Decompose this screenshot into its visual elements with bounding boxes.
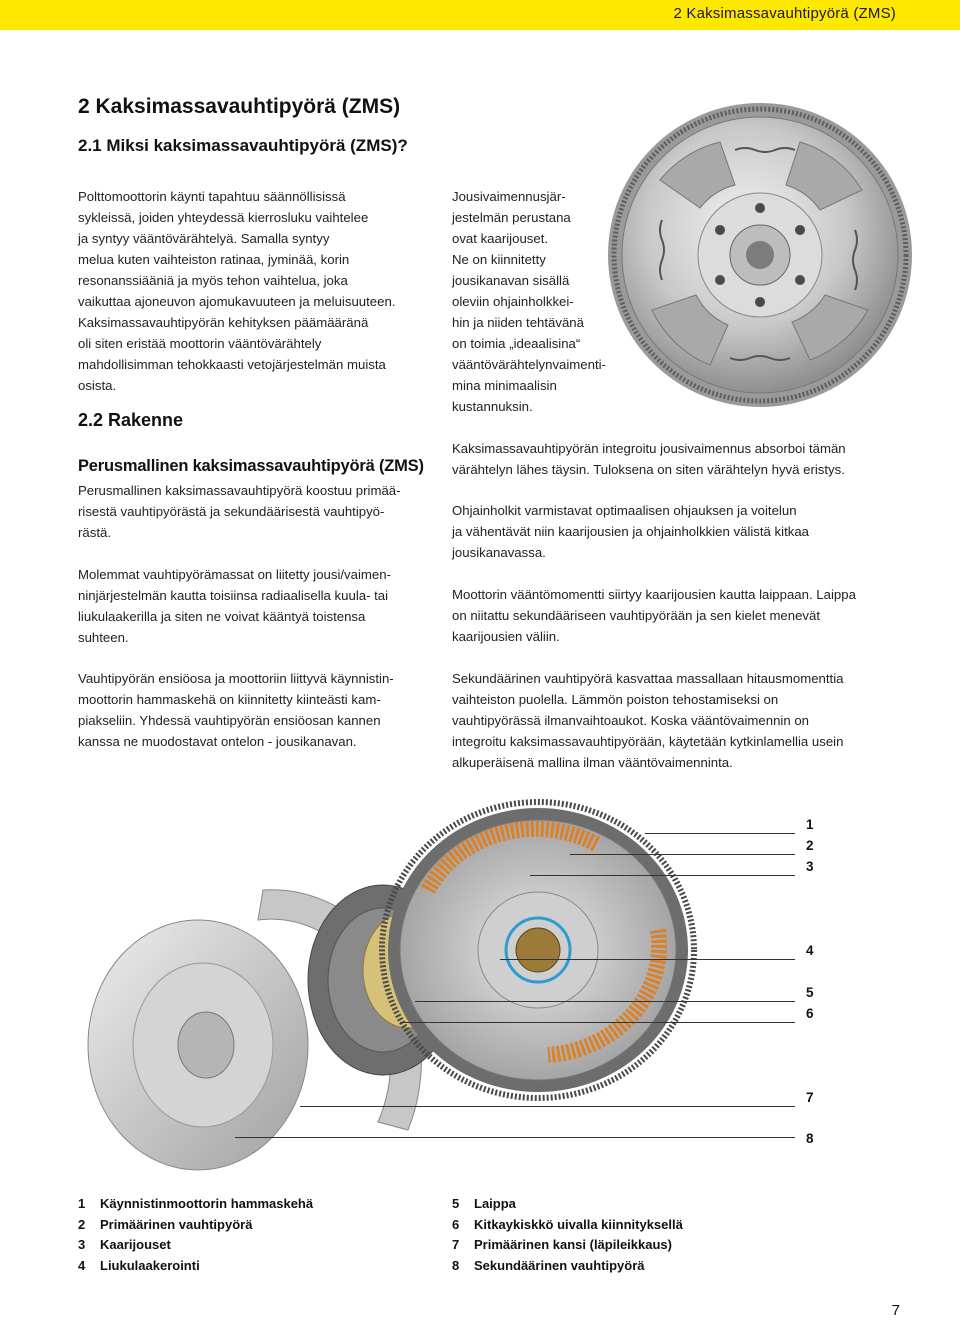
callout-2: 2	[806, 838, 814, 853]
header-bar	[0, 0, 960, 30]
chapter-title: 2 Kaksimassavauhtipyörä (ZMS)	[78, 95, 401, 118]
body-paragraph: Ohjainholkit varmistavat optimaalisen ohjauksen ja voitelun ja vähentävät niin kaarijousien ja ohjainholkkien välistä kitkaa jousikanavassa.	[452, 503, 810, 560]
legend-right	[452, 1194, 892, 1276]
callout-5: 5	[806, 985, 814, 1000]
callout-line	[235, 1137, 795, 1138]
body-paragraph: Perusmallinen kaksimassavauhtipyörä koostuu primää- risestä vauhtipyörästä ja sekundäärisestä vauhtipyö- rästä.	[78, 483, 401, 540]
body-paragraph: Molemmat vauhtipyörämassat on liitetty jousi/vaimen- ninjärjestelmän kautta toisiinsa radiaalisella kuula- tai liukulaakerilla ja siten ne voivat kääntyä toistensa suhteen.	[78, 567, 391, 645]
body-paragraph: Moottorin vääntömomentti siirtyy kaarijousien kautta laippaan. Laippa on niitattu sekundääriseen vauhtipyörään ja sen kielet menevät kaarijousien väliin.	[452, 587, 856, 644]
legend-item	[78, 1215, 438, 1236]
callout-4: 4	[806, 943, 814, 958]
section-title-1: 2.1 Miksi kaksimassavauhtipyörä (ZMS)?	[78, 136, 408, 155]
callout-line	[530, 875, 795, 876]
legend-label: Käynnistinmoottorin hammaskehä	[100, 1196, 314, 1211]
legend-label: Primäärinen vauhtipyörä	[100, 1216, 253, 1232]
image-caption: Jousivaimennusjär- jestelmän perustana ovat kaarijouset. Ne on kiinnitetty jousikanavan sisällä oleviin ohjainholkkei- hin ja niiden tehtävänä on toimia „ideaalisina“ vääntövärähtelynvaimenti- mina minimaalisin kustannuksin.	[452, 189, 606, 414]
legend-label: Kaarijouset	[100, 1237, 171, 1252]
legend-left	[78, 1194, 438, 1276]
callout-line	[400, 1022, 795, 1023]
legend-item	[452, 1215, 892, 1236]
legend-item	[78, 1194, 438, 1215]
section-title-2: 2.2 Rakenne	[78, 410, 184, 430]
body-paragraph: Sekundäärinen vauhtipyörä kasvattaa massallaan hitausmomenttia vaihteiston puolella. Lämmön poiston tehostamiseksi on vauhtipyörässä ilmanvaihtoaukot. Koska vääntövaimennin on integroitu kaksimassavauhtipyörään, käytetään kytkinlamellia usein alkuperäisenä mallina ilman vääntövaimenninta.	[452, 671, 844, 770]
page-number: 7	[891, 1302, 900, 1319]
intro-paragraph: Polttomoottorin käynti tapahtuu säännöllisissä sykleissä, joiden yhteydessä kierrosluku vaihtelee ja syntyy vääntövärähtelyä. Samalla syntyy melua kuten vaihteiston ratinaa, jyminää, korin resonanssiääniä ja myös tehon vaihtelua, joka vaikuttaa ajoneuvon ajomukavuuteen ja meluisuuteen. Kaksimassavauhtipyörän kehityksen päämääränä oli siten eristää moottorin vääntövärähtely mahdollisimman tehokkaasti vetojärjestelmän muista osista.	[78, 189, 396, 393]
legend-number: 3	[78, 1237, 86, 1252]
legend-item	[78, 1256, 438, 1277]
callout-7: 7	[806, 1090, 814, 1105]
legend-item	[452, 1194, 892, 1215]
exploded-view-illustration	[78, 800, 718, 1180]
legend-label: Kitkaykiskkö uivalla kiinnityksellä	[474, 1216, 683, 1232]
legend-number: 2	[78, 1216, 86, 1232]
callout-1: 1	[806, 817, 814, 832]
legend-number: 6	[452, 1216, 460, 1232]
legend-number: 1	[78, 1196, 86, 1211]
legend-number: 7	[452, 1237, 460, 1252]
callout-8: 8	[806, 1131, 814, 1146]
legend-item	[452, 1256, 892, 1277]
callout-6: 6	[806, 1006, 814, 1021]
legend-number: 4	[78, 1257, 86, 1273]
legend-number: 5	[452, 1196, 460, 1211]
legend-item	[452, 1235, 892, 1256]
callout-line	[570, 854, 795, 855]
callout-line	[415, 1001, 795, 1002]
subsection-title: Perusmallinen kaksimassavauhtipyörä (ZMS)	[78, 457, 424, 475]
legend-item	[78, 1235, 438, 1256]
running-header: 2 Kaksimassavauhtipyörä (ZMS)	[673, 5, 896, 22]
body-paragraph: Kaksimassavauhtipyörän integroitu jousivaimennus absorboi tämän värähtelyn lähes täysin. Tuloksena on siten värähtelyn hyvä eristys.	[452, 441, 846, 477]
callout-line	[500, 959, 795, 960]
flywheel-photo	[600, 90, 920, 420]
callout-3: 3	[806, 859, 814, 874]
legend-label: Laippa	[474, 1196, 516, 1211]
legend-label: Liukulaakerointi	[100, 1257, 200, 1273]
callout-line	[300, 1106, 795, 1107]
legend-label: Primäärinen kansi (läpileikkaus)	[474, 1237, 672, 1252]
callout-line	[645, 833, 795, 834]
legend-label: Sekundäärinen vauhtipyörä	[474, 1257, 645, 1273]
legend-number: 8	[452, 1257, 460, 1273]
body-paragraph: Vauhtipyörän ensiöosa ja moottoriin liittyvä käynnistin- moottorin hammaskehä on kiinnitetty kiinteästi kam- piakseliin. Yhdessä vauhtipyörän ensiöosan kannen kanssa ne muodostavat ontelon - jousikanavan.	[78, 671, 394, 749]
